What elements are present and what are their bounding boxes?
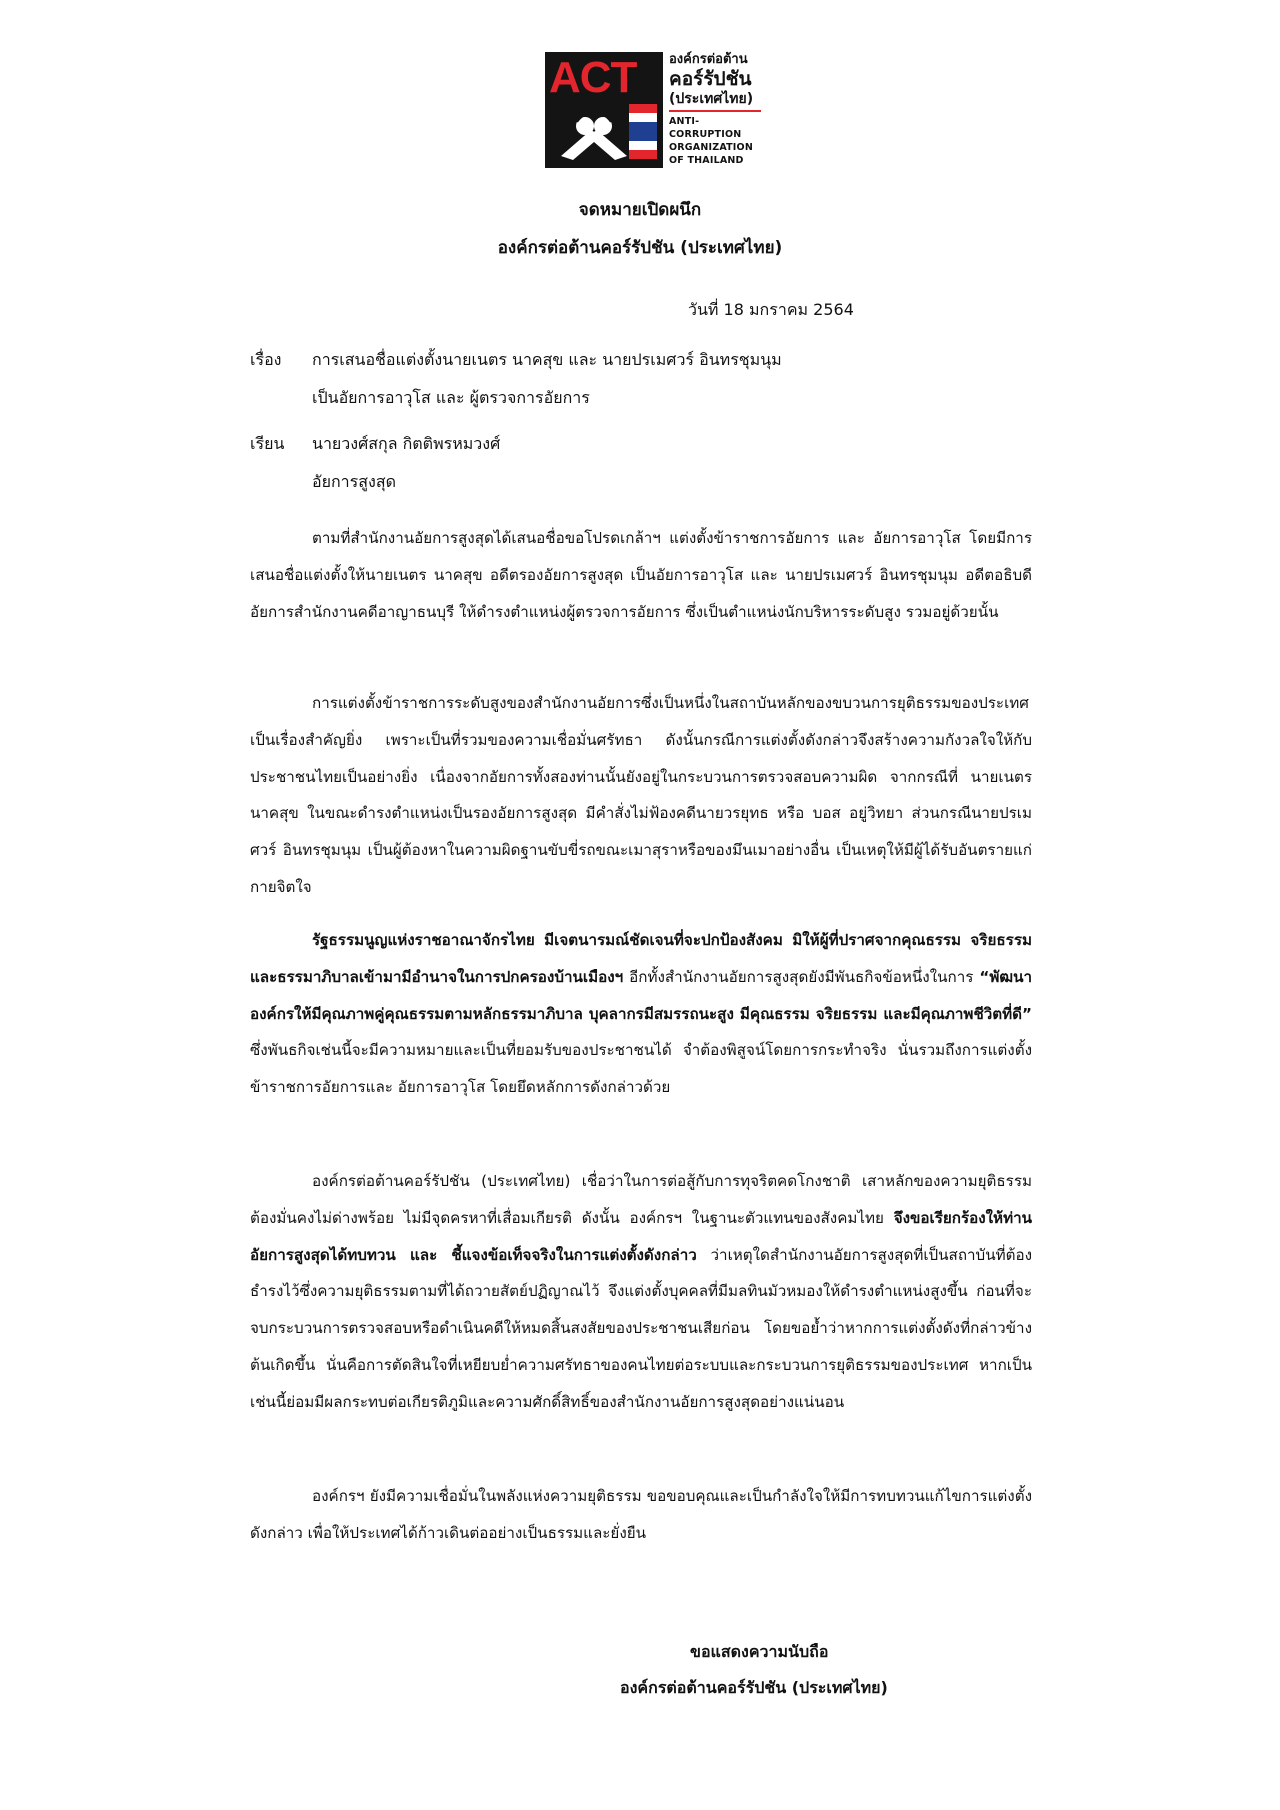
subject-line2: เป็นอัยการอาวุโส และ ผู้ตรวจการอัยการ bbox=[312, 388, 590, 407]
p3-text-2: ซึ่งพันธกิจเช่นนี้จะมีความหมายและเป็นที่ยอมรับของประชาชนได้ จำต้องพิสูจน์โดยการกระทำจริง นั่นรวมถึงการแต่งตั้งข้าราชการอัยการและ อัยการอาวุโส โดยยึดหลักการดังกล่าวด้วย bbox=[250, 1041, 1032, 1097]
p3-text-1: อีกทั้งสำนักงานอัยการสูงสุดยังมีพันธกิจข้อหนึ่งในการ bbox=[623, 967, 980, 986]
logo-th-line1: องค์กรต่อต้าน bbox=[669, 52, 748, 67]
logo-th-line3: (ประเทศไทย) bbox=[669, 91, 754, 107]
logo-wordmark bbox=[669, 52, 769, 167]
recipient-title: อัยการสูงสุด bbox=[312, 472, 396, 491]
logo-act-text: ACT bbox=[549, 53, 637, 102]
constitution-emphasis: รัฐธรรมนูญแห่งราชอาณาจักรไทย มีเจตนารมณ์ชัดเจนที่จะปกป้องสังคม มิให้ผู้ที่ปราศจากคุณธรรม จริยธรรมและธรรมาภิบาลเข้ามามีอำนาจในการปกครองบ้านเมืองฯ bbox=[250, 931, 1032, 986]
body-paragraph-4 bbox=[250, 1163, 1032, 1421]
subject-line1: การเสนอชื่อแต่งตั้งนายเนตร นาคสุข และ นายปรเมศวร์ อินทรชุมนุม bbox=[312, 350, 782, 369]
body-paragraph-5: องค์กรฯ ยังมีความเชื่อมั่นในพลังแห่งความยุติธรรม ขอขอบคุณและเป็นกำลังใจให้มีการทบทวนแก้ไขการแต่งตั้งดังกล่าว เพื่อให้ประเทศได้ก้าวเดินต่ออย่างเป็นธรรมและยั่งยืน bbox=[250, 1487, 1032, 1542]
recipient-name: นายวงศ์สกุล กิตติพรหมวงศ์ bbox=[312, 434, 501, 453]
letter-date: วันที่ 18 มกราคม 2564 bbox=[688, 300, 854, 319]
recipient-label: เรียน bbox=[250, 434, 285, 453]
clasped-hands-icon bbox=[555, 106, 633, 162]
mission-quote: “พัฒนาองค์กรให้มีคุณภาพคู่คุณธรรมตามหลักธรรมาภิบาล บุคลากรมีสมรรถนะสูง มีคุณธรรม จริยธรรม และมีคุณภาพชีวิตที่ดี” bbox=[250, 967, 1032, 1023]
subject-label: เรื่อง bbox=[250, 350, 282, 369]
logo-emblem bbox=[545, 52, 663, 168]
logo-en-line2: ORGANIZATION bbox=[669, 142, 753, 153]
body-paragraph-3 bbox=[250, 922, 1032, 1106]
p4-text-2: ว่าเหตุใดสำนักงานอัยการสูงสุดที่เป็นสถาบันที่ต้องธำรงไว้ซึ่งความยุติธรรมตามที่ได้ถวายสัตย์ปฏิญาณไว้ จึงแต่งตั้งบุคคลที่มีมลทินมัวหมองให้ดำรงตำแหน่งสูงขึ้น ก่อนที่จะจบกระบวนการตรวจสอบหรือดำเนินคดีให้หมดสิ้นสงสัยของประชาชนเสียก่อน โดยขอย้ำว่าหากการแต่งตั้งดังที่กล่าวข้างต้นเกิดขึ้น นั่นคือการตัดสินใจที่เหยียบย่ำความศรัทธาของคนไทยต่อระบบและกระบวนการยุติธรรมของประเทศ หากเป็นเช่นนี้ย่อมมีผลกระทบต่อเกียรติภูมิและความศักดิ์สิทธิ์ของสำนักงานอัยการสูงสุดอย่างแน่นอน bbox=[250, 1245, 1032, 1411]
thai-flag-icon bbox=[629, 104, 657, 160]
logo-en-line3: OF THAILAND bbox=[669, 155, 744, 166]
act-logo bbox=[545, 52, 765, 170]
signature-org: องค์กรต่อต้านคอร์รัปชัน (ประเทศไทย) bbox=[620, 1678, 888, 1697]
letter-title: จดหมายเปิดผนึก bbox=[578, 200, 702, 220]
logo-th-line2: คอร์รัปชัน bbox=[669, 68, 752, 90]
body-paragraph-2: การแต่งตั้งข้าราชการระดับสูงของสำนักงานอัยการซึ่งเป็นหนึ่งในสถาบันหลักของขบวนการยุติธรรมของประเทศเป็นเรื่องสำคัญยิ่ง เพราะเป็นที่รวมของความเชื่อมั่นศรัทธา ดังนั้นกรณีการแต่งตั้งดังกล่าวจึงสร้างความกังวลใจให้กับประชาชนไทยเป็นอย่างยิ่ง เนื่องจากอัยการทั้งสองท่านนั้นยังอยู่ในกระบวนการตรวจสอบความผิด จากกรณีที่ นายเนตร นาคสุข ในขณะดำรงตำแหน่งเป็นรองอัยการสูงสุด มีคำสั่งไม่ฟ้องคดีนายวรยุทธ หรือ บอส อยู่วิทยา ส่วนกรณีนายปรเมศวร์ อินทรชุมนุม เป็นผู้ต้องหาในความผิดฐานขับขี่รถขณะเมาสุราหรือของมึนเมาอย่างอื่น เป็นเหตุให้มีผู้ได้รับอันตรายแก่กายจิตใจ bbox=[250, 694, 1032, 896]
closing-salutation: ขอแสดงความนับถือ bbox=[690, 1642, 829, 1661]
logo-en-line1: ANTI-CORRUPTION bbox=[669, 116, 742, 140]
body-paragraph-1: ตามที่สำนักงานอัยการสูงสุดได้เสนอชื่อขอโปรดเกล้าฯ แต่งตั้งข้าราชการอัยการ และ อัยการอาวุโส โดยมีการเสนอชื่อแต่งตั้งให้นายเนตร นาคสุข อดีตรองอัยการสูงสุด เป็นอัยการอาวุโส และ นายปรเมศวร์ อินทรชุมนุม อดีตอธิบดีอัยการสำนักงานคดีอาญาธนบุรี ให้ดำรงตำแหน่งผู้ตรวจการอัยการ ซึ่งเป็นตำแหน่งนักบริหารระดับสูง รวมอยู่ด้วยนั้น bbox=[250, 529, 1032, 621]
demand-emphasis: จึงขอเรียกร้องให้ท่านอัยการสูงสุดได้ทบทวน และ ชี้แจงข้อเท็จจริงในการแต่งตั้งดังกล่าว bbox=[250, 1208, 1032, 1264]
logo-divider bbox=[669, 110, 761, 112]
letter-org-name: องค์กรต่อต้านคอร์รัปชัน (ประเทศไทย) bbox=[497, 238, 783, 258]
p4-text-1: องค์กรต่อต้านคอร์รัปชัน (ประเทศไทย) เชื่อว่าในการต่อสู้กับการทุจริตคดโกงชาติ เสาหลักของความยุติธรรมต้องมั่นคงไม่ด่างพร้อย ไม่มีจุดครหาที่เสื่อมเกียรติ ดังนั้น องค์กรฯ ในฐานะตัวแทนของสังคมไทย bbox=[250, 1172, 1032, 1227]
